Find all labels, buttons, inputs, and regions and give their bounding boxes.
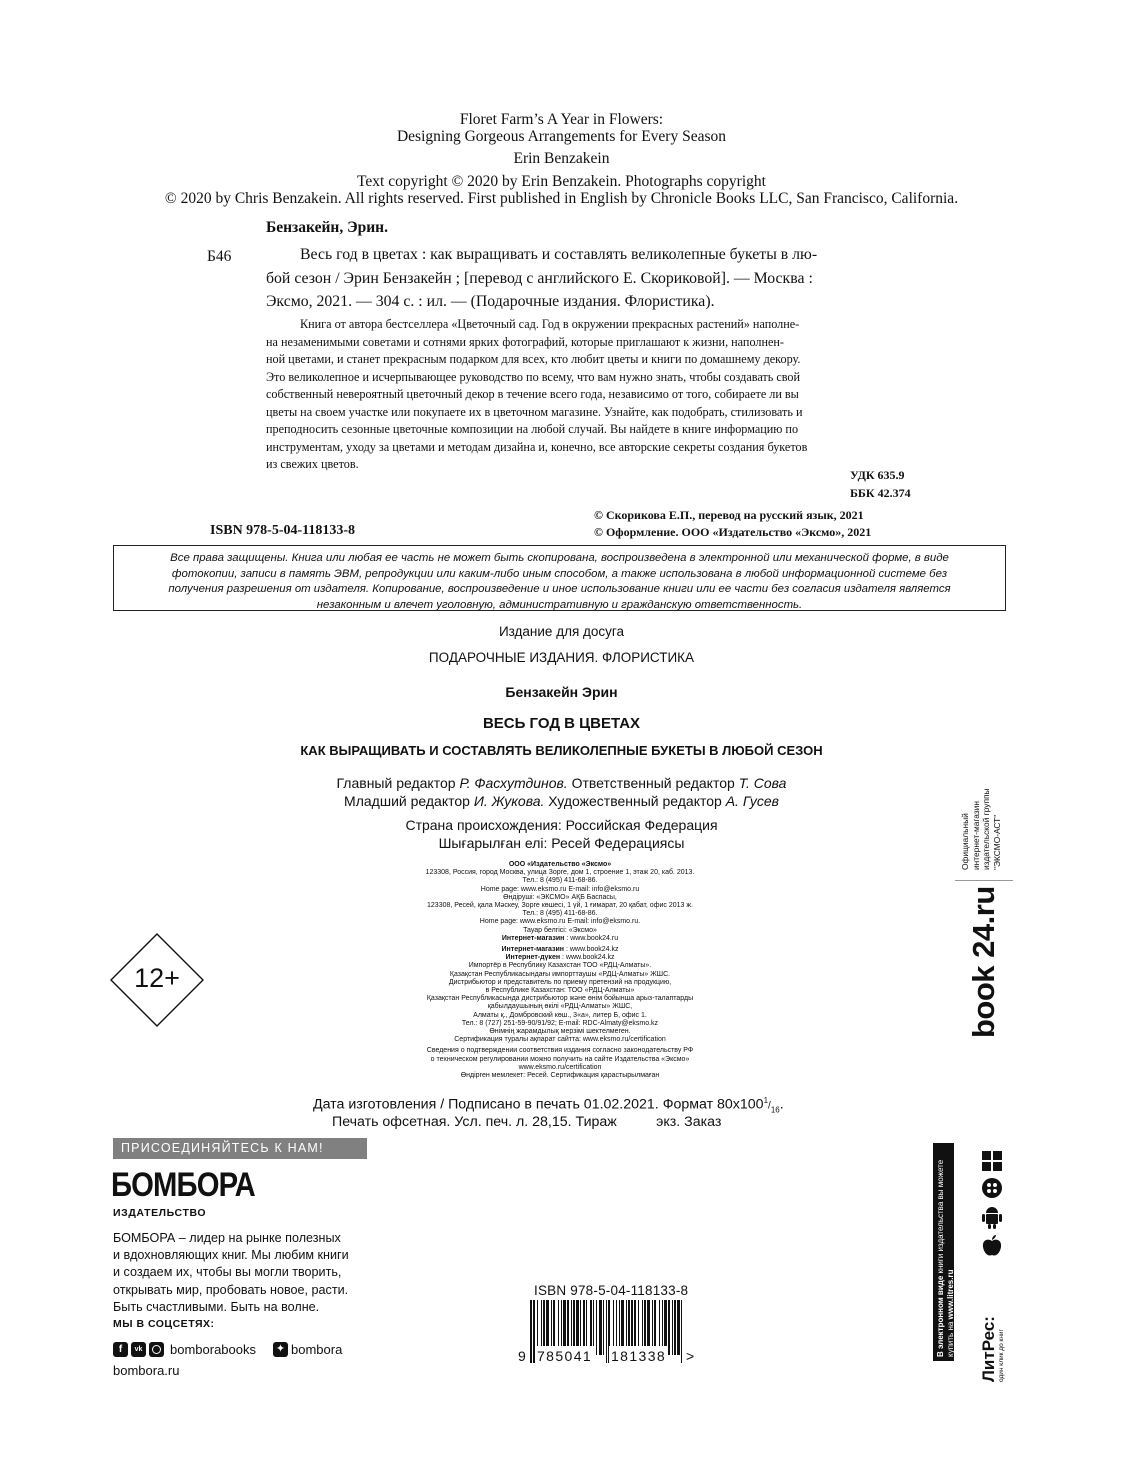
publisher-line: в Республике Казахстан: ТОО «РДЦ-Алматы» [485, 987, 635, 995]
format-denominator: 16 [770, 1105, 780, 1115]
android-icon [981, 1205, 1003, 1229]
copyright-design: © Оформление. ООО «Издательство «Эксмо», 2021 [594, 525, 872, 539]
shop-kz [360, 946, 760, 954]
book24-caption [960, 788, 1002, 870]
imprint-title: ВЕСЬ ГОД В ЦВЕТАХ [482, 715, 641, 732]
publisher-line: Тел.: 8 (495) 411-68-86. [522, 910, 598, 918]
biblio-line: Эксмо, 2021. — 304 с. : ил. — (Подарочные издания. Флористика). [266, 293, 715, 310]
bombora-site[interactable]: bombora.ru [113, 1363, 180, 1378]
responsible-editor: Т. Сова [738, 775, 787, 791]
book24-caption-line: издательской группы [981, 788, 991, 870]
litres-text-line1 [936, 1160, 946, 1357]
description-line: открывать мир, пробовать новое, расти. [113, 1282, 349, 1297]
facebook-icon[interactable]: f [113, 1342, 128, 1357]
publisher-line: Тел.: 8 (495) 411-68-86. [522, 877, 598, 885]
junior-editor-label: Младший редактор [344, 793, 470, 809]
shop-kz-label: Интернет-магазин [501, 946, 565, 954]
publisher-line: Қазақстан Республикасындағы импорттаушы «РДЦ-Алматы» ЖШС. [449, 970, 671, 978]
litres-logo-sub: один клик до книг [998, 1329, 1005, 1382]
abstract-line: преподносить сезонные цветочные композиции на любой случай. Вы найдете в книге информацию по [266, 422, 799, 436]
barcode-digits [518, 1346, 698, 1366]
litres-logo: ЛитРес: [979, 1316, 998, 1382]
rights-line: фотокопии, записи в память ЭВМ, репродукции или каким-либо иным способом, а также использована в любой информационной системе без [171, 567, 948, 580]
abstract-line: из свежих цветов. [266, 457, 359, 471]
description-line: и создаем их, чтобы вы могли творить, [113, 1265, 342, 1280]
abstract-line: Это великолепное и исчерпывающее руководство по всему, что вам нужно знать, чтобы создавать свой [266, 369, 801, 384]
publisher-line: Home page: www.eksmo.ru E-mail: info@eksmo.ru. [479, 918, 641, 926]
litres-text: книги издательства вы можете [936, 1159, 945, 1276]
catalog-abstract [266, 316, 926, 474]
catalog-isbn: ISBN 978-5-04-118133-8 [210, 523, 356, 538]
shop-kz2-url: : www.book24.kz [560, 954, 615, 962]
imprint-subtitle: КАК ВЫРАЩИВАТЬ И СОСТАВЛЯТЬ ВЕЛИКОЛЕПНЫЕ БУКЕТЫ В ЛЮБОЙ СЕЗОН [300, 743, 823, 758]
barcode-digit-group2: 181338 [611, 1348, 667, 1364]
art-editor: А. Гусев [725, 793, 779, 809]
catalog-bibliographic-record [266, 243, 918, 314]
abstract-line: ной цветами, и станет прекрасным подарком для всех, кто любит цветы и книги по домашнему декору. [266, 352, 801, 366]
shop-ru-label: Интернет-магазин [501, 934, 565, 942]
barcode-isbn: ISBN 978-5-04-118133-8 [534, 1283, 689, 1298]
social-handle-bombora[interactable]: bombora [291, 1341, 343, 1357]
original-copyright-line2: © 2020 by Chris Benzakein. All rights reserved. First published in English by Chronicle Books LLC, San Francisco, California. [164, 190, 959, 207]
catalog-author-heading: Бензакейн, Эрин. [266, 219, 388, 236]
editors-line-2 [0, 793, 1123, 809]
format-numerator: 1 [763, 1096, 769, 1105]
country-of-origin-ru: Страна происхождения: Российская Федерация [405, 817, 718, 833]
shop-ru [360, 935, 760, 943]
chief-editor-label: Главный редактор [336, 775, 456, 791]
print-date-format: Дата изготовления / Подписано в печать 01.02.2021. Формат 80x100 [313, 1096, 764, 1113]
apple-icon [981, 1234, 1003, 1258]
shop-kz-url: : www.book24.kz [564, 946, 619, 954]
telegram-icon[interactable]: ✦ [273, 1342, 288, 1357]
social-handle-bomborabooks[interactable]: bomborabooks [170, 1341, 256, 1357]
original-author: Erin Benzakein [513, 150, 610, 167]
abstract-line: Книга от автора бестселлера «Цветочный сад. Год в окружении прекрасных растений» наполне- [300, 317, 800, 331]
description-line: БОМБОРА – лидер на рынке полезных [113, 1231, 341, 1245]
publisher-line: www.eksmo.ru/certification [518, 1063, 602, 1071]
litres-url: www.litres.ru [946, 1269, 955, 1320]
barcode-digit-group1: 785041 [537, 1348, 593, 1364]
join-us-banner: ПРИСОЕДИНЯЙТЕСЬ К НАМ! [113, 1138, 367, 1159]
original-title-line1: Floret Farm’s A Year in Flowers: [459, 111, 664, 128]
barcode-digit-lead: 9 [518, 1348, 526, 1364]
junior-editor: И. Жукова. [473, 793, 545, 809]
art-editor-label: Художественный редактор [548, 793, 722, 809]
abstract-line: инструментам, уходу за цветами и методам дизайна и, конечно, все авторские секреты создания букетов [266, 439, 808, 454]
litres-text: купить на [946, 1319, 955, 1357]
publisher-line: Өндіруші: «ЭКСМО» АҚБ Баспасы, [503, 893, 617, 901]
litres-text-bold: В электронном виде [936, 1275, 945, 1357]
publisher-line: 123308, Россия, город Москва, улица Зорге, дом 1, строение 1, этаж 20, каб. 2013. [425, 869, 695, 877]
book24-divider [955, 880, 1013, 881]
publisher-name: ООО «Издательство «Эксмо» [508, 861, 612, 868]
udk-code: УДК 635.9 [850, 468, 905, 482]
publisher-line: Өндірген мемлекет: Ресей. Сертификация қарастырылмаған [460, 1072, 660, 1080]
bombora-description [113, 1230, 349, 1316]
responsible-editor-label: Ответственный редактор [571, 775, 735, 791]
social-row [113, 1341, 342, 1357]
bombora-logo-sub: ИЗДАТЕЛЬСТВО [113, 1207, 207, 1219]
rights-line: получения разрешения от издателя. Копирование, воспроизведение и иное использование книги или ее части без согласия издателя является [168, 583, 951, 596]
publisher-line: Импортёр в Республику Казахстан ТОО «РДЦ-Алматы». [468, 962, 652, 970]
publisher-line: қабылдаушының өкілі «РДЦ-Алматы» ЖШС, [487, 1003, 633, 1011]
publisher-line: 123308, Ресей, қала Мәскеу, Зорге көшесі, 1 үй, 1 ғимарат, 20 қабат, офис 2013 ж. [427, 902, 693, 910]
shop-ru-url: : www.book24.ru [564, 934, 619, 942]
barcode-digit-end: > [686, 1348, 695, 1364]
abstract-line: цветы на своем участке или покупаете их в цветочном магазине. Узнайте, как подобрать, стилизовать и [266, 404, 803, 419]
publisher-line: Дистрибьютор и представитель по приему претензий на продукцию, [448, 978, 672, 986]
bombora-logo: БОМБОРА [111, 1166, 255, 1204]
biblio-line: Весь год в цветах : как выращивать и составлять великолепные букеты в лю- [300, 246, 818, 263]
book24-caption-line: интернет-магазин [970, 801, 981, 870]
instagram-icon[interactable] [149, 1342, 164, 1357]
publisher-fine-print [360, 861, 760, 1080]
publisher-line: Өнімнің жарамдылық мерзімі шектелмеген. [489, 1028, 631, 1036]
age-rating-badge [110, 933, 204, 1027]
catalog-code: Б46 [207, 248, 232, 265]
litres-text-line2 [946, 1270, 956, 1357]
publisher-line: Алматы қ., Домбровский көш., 3«а», литер Б, офис 1. [473, 1011, 647, 1019]
imprint-author: Бензакейн Эрин [505, 684, 618, 700]
publisher-line: Қазақстан Республикасында дистрибьютор және өнім бойынша арыз-талаптарды [426, 995, 694, 1003]
edition-type: Издание для досуга [498, 624, 625, 639]
rights-notice-box [113, 545, 1006, 611]
blackberry-icon [981, 1177, 1003, 1199]
rights-line: Все права защищены. Книга или любая ее часть не может быть скопирована, воспроизведена в электронной или механической форме, в виде [170, 552, 949, 564]
abstract-line: на незаменимыми советами и сотнями ярких фотографий, которые приглашают к жизни, наполнен- [266, 334, 784, 349]
bbk-code: ББК 42.374 [850, 486, 911, 500]
editors-line-1 [0, 775, 1123, 791]
shop-kz2-label: Интернет-дүкен [505, 954, 561, 962]
format-end: . [779, 1096, 784, 1113]
book24-caption-line: "ЭКСМО-АСТ" [991, 814, 1002, 870]
rights-line: незаконным и влечет уголовную, административную и гражданскую ответственность. [316, 598, 803, 611]
age-rating-text: 12+ [134, 963, 180, 993]
abstract-line: собственный невероятный цветочный декор в течение всего года, независимо от того, собираете ли вы [266, 387, 799, 401]
country-of-origin-kz: Шығарылған елі: Ресей Федерациясы [438, 835, 685, 851]
series-name: ПОДАРОЧНЫЕ ИЗДАНИЯ. ФЛОРИСТИКА [428, 650, 695, 665]
social-heading: МЫ В СОЦСЕТЯХ: [113, 1318, 215, 1330]
description-line: Быть счастливыми. Быть на волне. [113, 1299, 320, 1314]
publisher-line: Тауар белгісі: «Эксмо» [523, 926, 597, 934]
publisher-line: Сертификация туралы ақпарат сайтта: www.eksmo.ru/certification [454, 1036, 666, 1044]
vk-icon[interactable]: vk [131, 1342, 146, 1357]
book24-logo: book 24.ru [966, 886, 1001, 1038]
chief-editor: Р. Фасхутдинов. [459, 775, 568, 791]
copyright-translation: © Скорикова Е.П., перевод на русский язык, 2021 [594, 508, 864, 522]
print-info-line2: Печать офсетная. Усл. печ. л. 28,15. Тираж экз. Заказ [332, 1114, 722, 1130]
print-info-line1: Дата изготовления / Подписано в печать 01.02.2021. Формат $80x100^1/_{16}$. [313, 1096, 784, 1115]
publisher-line: Тел.: 8 (727) 251-59-90/91/92; E-mail: RDC-Almaty@eksmo.kz [461, 1019, 659, 1027]
description-line: и вдохновляющих книг. Мы любим книги [113, 1248, 349, 1263]
publisher-line: Сведения о подтверждении соответствия издания согласно законодательству РФ [426, 1047, 694, 1055]
publisher-line: о техническом регулировании можно получить на сайте Издательства «Эксмо» [430, 1055, 690, 1063]
original-copyright-line1: Text copyright © 2020 by Erin Benzakein. Photographs copyright [357, 173, 766, 190]
book24-caption-line: Официальный [960, 813, 970, 870]
publisher-line: Home page: www.eksmo.ru E-mail: info@eksmo.ru [480, 885, 640, 893]
biblio-line: бой сезон / Эрин Бензакейн ; [перевод с английского Е. Скориковой]. — Москва : [266, 269, 813, 287]
windows-icon [981, 1150, 1003, 1172]
original-title-line2: Designing Gorgeous Arrangements for Every Season [396, 128, 727, 145]
